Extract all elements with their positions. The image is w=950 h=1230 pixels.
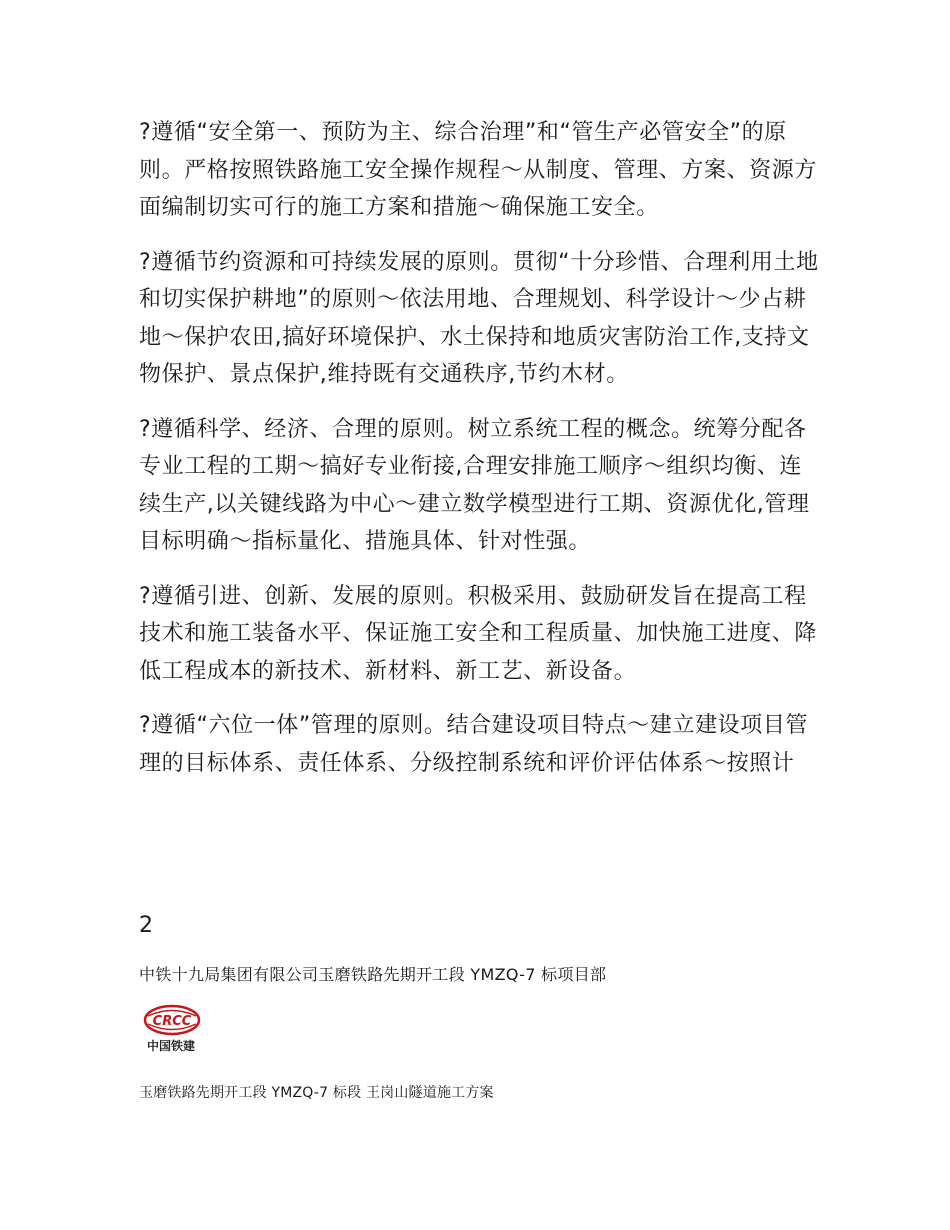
page-number: 2 [139, 913, 153, 938]
principle-paragraph-3: ?遵循科学、经济、合理的原则。树立系统工程的概念。统筹分配各专业工程的工期～搞好专业衔接,合理安排施工顺序～组织均衡、连续生产,以关键线路为中心～建立数学模型进行工期、资源优化,管理目标明确～指标量化、措施具体、针对性强。 [139, 416, 810, 554]
document-title: 玉磨铁路先期开工段 YMZQ-7 标段 王岗山隧道施工方案 [139, 1085, 494, 1101]
principle-paragraph-2: ?遵循节约资源和可持续发展的原则。贯彻“十分珍惜、合理利用土地和切实保护耕地”的原则～依法用地、合理规划、科学设计～少占耕地～保护农田,搞好环境保护、水土保持和地质灾害防治工作,支持文物保护、景点保护,维持既有交通秩序,节约木材。 [139, 249, 819, 387]
principle-paragraph-4: ?遵循引进、创新、发展的原则。积极采用、鼓励研发旨在提高工程技术和施工装备水平、保证施工安全和工程质量、加快施工进度、降低工程成本的新技术、新材料、新工艺、新设备。 [139, 583, 818, 684]
principle-paragraph-5: ?遵循“六位一体”管理的原则。结合建设项目特点～建立建设项目管理的目标体系、责任体系、分级控制系统和评价评估体系～按照计 [139, 713, 809, 776]
logo-caption: 中国铁建 [146, 1039, 196, 1053]
logo-brand-text: CRCC [152, 1014, 192, 1029]
company-header: 中铁十九局集团有限公司玉磨铁路先期开工段 YMZQ-7 标项目部 [139, 965, 607, 984]
principle-paragraph-1: ?遵循“安全第一、预防为主、综合治理”和“管生产必管安全”的原则。严格按照铁路施工安全操作规程～从制度、管理、方案、资源方面编制切实可行的施工方案和措施～确保施工安全。 [139, 120, 818, 220]
body-text [139, 114, 819, 799]
crcc-logo-icon [139, 1001, 207, 1055]
